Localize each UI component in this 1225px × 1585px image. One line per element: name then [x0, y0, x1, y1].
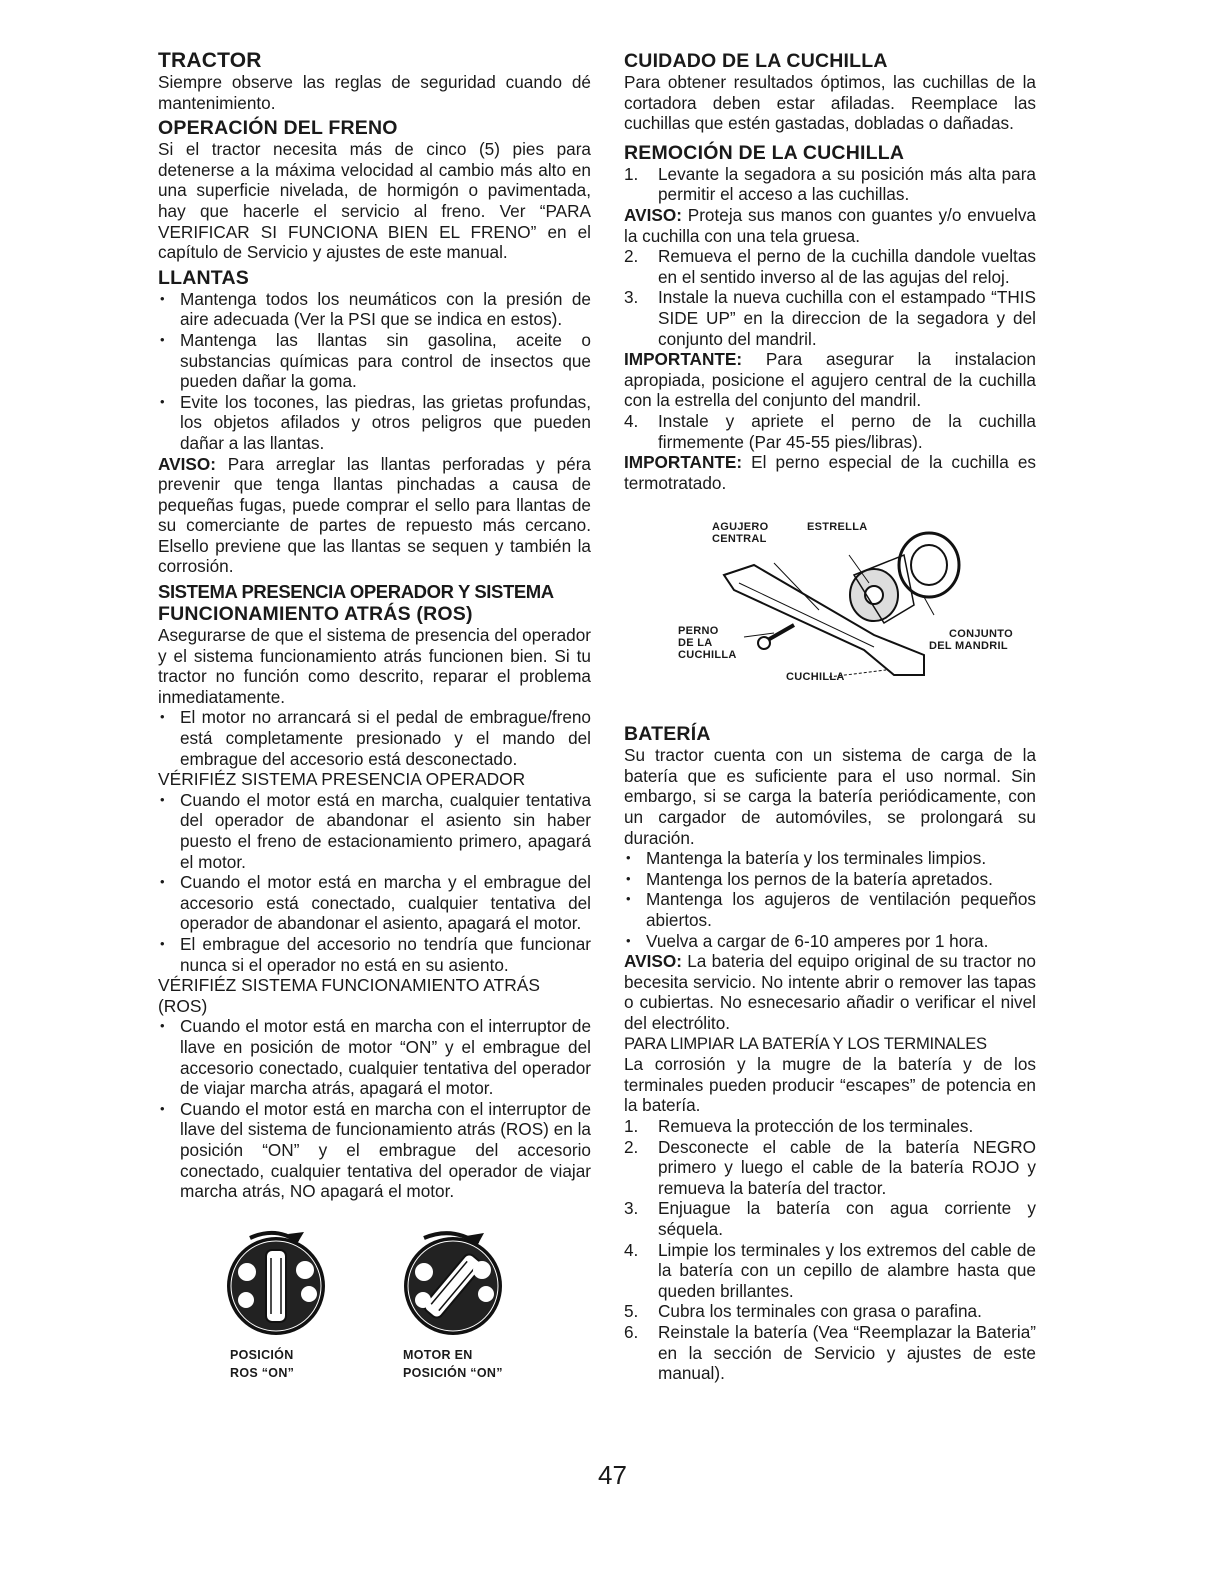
bolt-icon — [758, 625, 794, 649]
important-note-2 — [624, 452, 1036, 493]
list-item — [624, 1198, 1036, 1239]
list-item: • Mantenga los agujeros de ventilación pequeños abiertos. — [624, 889, 1036, 930]
aviso-label: AVISO: — [624, 951, 682, 972]
system-text: Asegurarse de que el sistema de presencia del operador y el sistema funcionamiento atrás funcionen bien. Si tu tractor no función como descrito, reparar el problema inmediatamente. — [158, 625, 591, 707]
left-column — [158, 50, 591, 1389]
label-blade: CUCHILLA — [786, 671, 845, 684]
subheading-clean-battery: PARA LIMPIAR LA BATERÍA Y LOS TERMINALES — [624, 1033, 987, 1053]
caption-line: POSICIÓN “ON” — [403, 1365, 503, 1380]
step-text: Cubra los terminales con grasa o parafina. — [658, 1301, 982, 1322]
aviso-text: Para arreglar las llantas perforadas y péra prevenir que tenga llantas pinchadas a causa de pequeñas fugas, puede comprar el sello para llantas de su comerciante de partes de repuesto más cercano. Elsello previene que las llantas se sequen y también la corrosión. — [158, 453, 591, 577]
aviso-label: AVISO: — [624, 204, 682, 225]
aviso-label: AVISO: — [158, 453, 216, 474]
list-item: • Vuelva a cargar de 6-10 amperes por 1 hora. — [624, 931, 1036, 952]
step-text: Levante la segadora a su posición más alta para permitir el acceso a las cuchillas. — [658, 163, 1036, 205]
section-title-tires: LLANTAS — [158, 266, 249, 289]
battery-list — [624, 848, 1036, 951]
step-number: 5. — [624, 1301, 639, 1322]
label-line: CUCHILLA — [678, 649, 737, 662]
step-text: Remueva el perno de la cuchilla dandole vueltas en el sentido inverso al de las agujas del reloj. — [658, 246, 1036, 287]
removal-steps-a — [624, 246, 1036, 349]
section-title-brake: OPERACIÓN DEL FRENO — [158, 117, 398, 140]
step-text: Remueva la protección de los terminales. — [658, 1115, 974, 1136]
step-text: Instale la nueva cuchilla con el estampado “THIS SIDE UP” en la direccion de la segadora y del conjunto del mandril. — [658, 287, 1036, 349]
tires-list — [158, 289, 591, 454]
ros-knob-caption — [230, 1346, 294, 1382]
list-item: • Mantenga los pernos de la batería apretados. — [624, 869, 1036, 890]
label-star: ESTRELLA — [807, 521, 868, 534]
step-number: 1. — [624, 1115, 639, 1136]
step-number: 2. — [624, 246, 639, 267]
list-item: • Evite los tocones, las piedras, las grietas profundas, los objetos afilados y otros peligros que pueden dañar a las llantas. — [158, 392, 591, 454]
label-line: PERNO — [678, 625, 719, 638]
right-column — [624, 50, 1036, 1384]
tractor-text: Siempre observe las reglas de seguridad cuando dé mantenimiento. — [158, 72, 591, 113]
page-number: 47 — [598, 1460, 627, 1490]
section-title-system-1: SISTEMA PRESENCIA OPERADOR Y SISTEMA — [158, 581, 554, 603]
label-mandrel-assembly — [929, 628, 1013, 652]
list-item: • Mantenga todos los neumáticos con la presión de aire adecuada (Ver la PSI que se indica en estos). — [158, 289, 591, 330]
battery-aviso — [624, 951, 1036, 1033]
knob-illustration — [158, 1224, 591, 1344]
label-line: DE LA — [678, 637, 713, 650]
label-line: CONJUNTO — [949, 628, 1013, 641]
section-title-battery: BATERÍA — [624, 723, 711, 746]
system-list-3 — [158, 1016, 591, 1201]
battery-text-2: La corrosión y la mugre de la batería y de los terminales pueden producir “escapes” de potencia en la batería. — [624, 1054, 1036, 1116]
label-line: DEL MANDRIL — [929, 640, 1008, 653]
step-number: 3. — [624, 1198, 639, 1219]
section-title-blade-care: CUIDADO DE LA CUCHILLA — [624, 50, 888, 72]
important-note-1 — [624, 349, 1036, 411]
removal-aviso — [624, 205, 1036, 246]
list-item: • Cuando el motor está en marcha con el interruptor de llave del sistema de funcionamiento atrás (ROS) en la posición “ON” y el embrague del accesorio conectado, cualquier tentativa del operador de viajar marcha atrás, NO apagará el motor. — [158, 1099, 591, 1202]
caption-line: ROS “ON” — [230, 1365, 295, 1380]
list-item: • El embrague del accesorio no tendría que funcionar nunca si el operador no está en su asiento. — [158, 934, 591, 975]
list-item: • Cuando el motor está en marcha con el interruptor de llave en posición de motor “ON” y el embrague del accesorio conectado, cualquier tentativa del operador de viajar marcha atrás, apagará el motor. — [158, 1016, 591, 1098]
section-title-system-2: FUNCIONAMIENTO ATRÁS (ROS) — [158, 603, 473, 626]
blade-diagram — [624, 515, 1036, 705]
list-item — [624, 1137, 1036, 1199]
list-item — [624, 1322, 1036, 1384]
ignition-knob-figures — [158, 1224, 591, 1389]
step-number: 4. — [624, 410, 639, 431]
list-item — [624, 411, 1036, 452]
list-item: • El motor no arrancará si el pedal de embrague/freno está completamente presionado y el mando del embrague del accesorio está desconectado. — [158, 707, 591, 769]
tires-aviso — [158, 454, 591, 578]
step-number: 4. — [624, 1239, 639, 1260]
step-text: Desconecte el cable de la batería NEGRO primero y luego el cable de la batería ROJO y remueva la batería del tractor. — [658, 1136, 1036, 1198]
list-item: • Cuando el motor está en marcha y el embrague del accesorio está conectado, cualquier tentativa del operador de abandonar el asiento, apagará el motor. — [158, 872, 591, 934]
label-center-hole — [712, 521, 769, 545]
brake-text: Si el tractor necesita más de cinco (5) pies para detenerse a la máxima velocidad al cambio más alto en una superficie nivelada, de hormigón o pavimentada, hay que hacerle el servicio al freno. Ver “PARA VERIFICAR SI FUNCIONA BIEN EL FRENO” en el capítulo de Servicio y ajustes de este manual. — [158, 139, 591, 263]
step-number: 1. — [624, 163, 639, 184]
ros-knob-icon — [227, 1232, 325, 1335]
list-item: • Cuando el motor está en marcha, cualquier tentativa del operador de abandonar el asiento sin haber puesto el freno de estacionamiento primero, apagará el motor. — [158, 790, 591, 872]
step-text: Enjuague la batería con agua corriente y séquela. — [658, 1198, 1036, 1239]
label-line: AGUJERO — [712, 521, 769, 534]
blade-care-text: Para obtener resultados óptimos, las cuchillas de la cortadora deben estar afiladas. Reemplace las cuchillas que estén gastadas, dobladas o dañadas. — [624, 72, 1036, 134]
removal-steps-b — [624, 411, 1036, 452]
section-title-blade-removal: REMOCIÓN DE LA CUCHILLA — [624, 141, 905, 164]
caption-line: POSICIÓN — [230, 1347, 294, 1362]
label-line: CENTRAL — [712, 533, 767, 546]
important-label: IMPORTANTE: — [624, 452, 743, 473]
list-item: • Mantenga la batería y los terminales limpios. — [624, 848, 1036, 869]
step-number: 3. — [624, 287, 639, 308]
list-item — [624, 1301, 1036, 1322]
subheading-ros: VÉRIFIÉZ SISTEMA FUNCIONAMIENTO ATRÁS (ROS) — [158, 975, 540, 1016]
section-title-tractor: TRACTOR — [158, 49, 262, 72]
step-text: Instale y apriete el perno de la cuchilla firmemente (Par 45-55 pies/libras). — [658, 410, 1036, 452]
removal-step-1 — [624, 164, 1036, 205]
important-text: Para asegurar la instalacion apropiada, posicione el agujero central de la cuchilla con la estrella del conjunto del mandril. — [624, 349, 1036, 411]
list-item — [624, 246, 1036, 287]
step-number: 6. — [624, 1321, 639, 1342]
caption-line: MOTOR EN — [403, 1347, 473, 1362]
battery-text: Su tractor cuenta con un sistema de carga de la batería que es suficiente para el uso normal. Sin embargo, si se carga la batería periódicamente, con un cargador de automóviles, se prolongará su duración. — [624, 745, 1036, 848]
list-item — [624, 1240, 1036, 1302]
aviso-text: Proteja sus manos con guantes y/o envuelva la cuchilla con una tela gruesa. — [624, 204, 1036, 246]
step-number: 2. — [624, 1136, 639, 1157]
aviso-text: La bateria del equipo original de su tractor no becesita servicio. No intente abrir o remover las tapas o cubiertas. No esnecesario añadir o verificar el nivel del electrólito. — [624, 951, 1036, 1033]
important-text: El perno especial de la cuchilla es termotratado. — [624, 452, 1036, 493]
motor-knob-caption — [403, 1346, 503, 1382]
motor-knob-icon — [404, 1233, 502, 1335]
step-text: Reinstale la batería (Vea “Reemplazar la Bateria” en la sección de Servicio y ajustes de este manual). — [658, 1321, 1036, 1384]
system-list-2 — [158, 790, 591, 975]
list-item: • Mantenga las llantas sin gasolina, aceite o substancias químicas para control de insectos que pueden dañar la goma. — [158, 330, 591, 392]
label-blade-bolt — [678, 625, 737, 661]
list-item — [624, 287, 1036, 349]
system-list-1 — [158, 707, 591, 769]
list-item — [624, 164, 1036, 205]
list-item — [624, 1116, 1036, 1137]
step-text: Limpie los terminales y los extremos del cable de la batería con un cepillo de alambre hasta que queden brillantes. — [658, 1239, 1036, 1301]
subheading-operator-presence: VÉRIFIÉZ SISTEMA PRESENCIA OPERADOR — [158, 769, 526, 790]
battery-steps — [624, 1116, 1036, 1384]
important-label: IMPORTANTE: — [624, 349, 743, 370]
